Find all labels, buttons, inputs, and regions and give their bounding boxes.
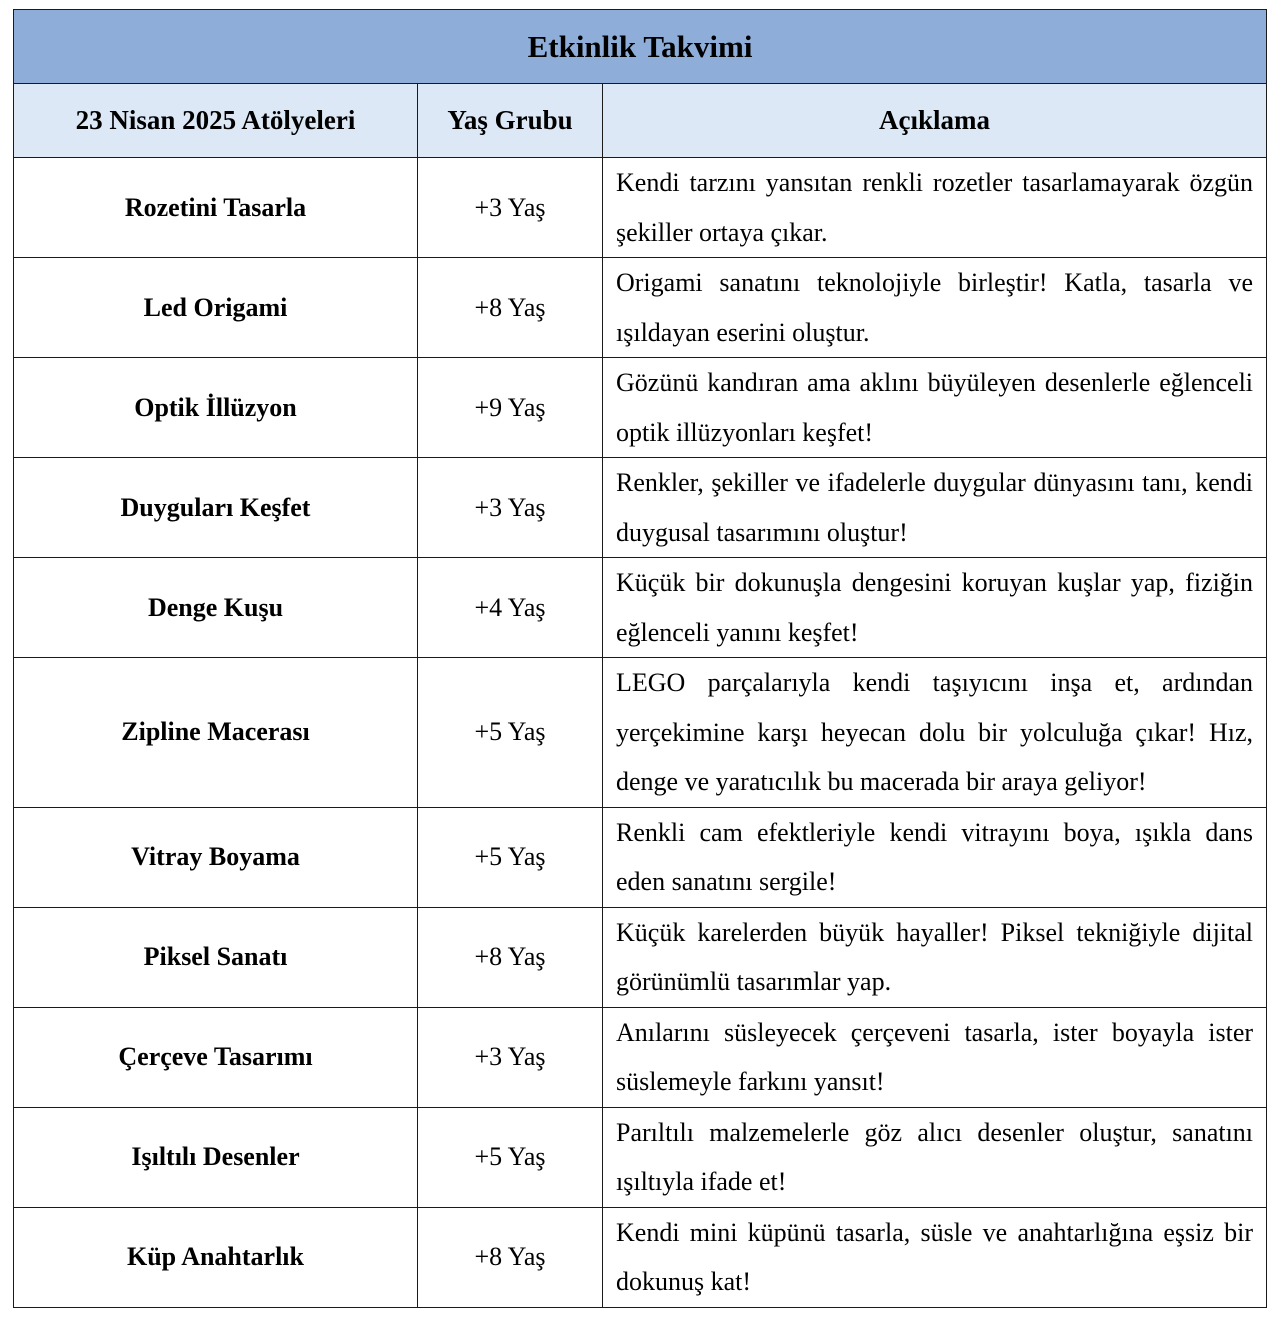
schedule-table — [13, 9, 1267, 1308]
header-row — [14, 84, 1267, 158]
workshop-name: Led Origami — [14, 258, 418, 358]
age-group: +5 Yaş — [418, 658, 603, 808]
table-row — [14, 258, 1267, 358]
workshop-name: Vitray Boyama — [14, 807, 418, 907]
age-group: +3 Yaş — [418, 158, 603, 258]
workshop-description: Küçük bir dokunuşla dengesini koruyan kuşlar yap, fiziğin eğlenceli yanını keşfet! — [603, 558, 1267, 658]
workshop-description: LEGO parçalarıyla kendi taşıyıcını inşa et, ardından yerçekimine karşı heyecan dolu bir yolculuğa çıkar! Hız, denge ve yaratıcılık bu macerada bir araya geliyor! — [603, 658, 1267, 808]
table-row — [14, 1107, 1267, 1207]
title-row — [14, 10, 1267, 84]
workshop-description: Parıltılı malzemelerle göz alıcı desenler oluştur, sanatını ışıltıyla ifade et! — [603, 1107, 1267, 1207]
workshop-description: Origami sanatını teknolojiyle birleştir! Katla, tasarla ve ışıldayan eserini oluştur. — [603, 258, 1267, 358]
workshop-description: Küçük karelerden büyük hayaller! Piksel tekniğiyle dijital görünümlü tasarımlar yap. — [603, 907, 1267, 1007]
age-group: +8 Yaş — [418, 907, 603, 1007]
age-group: +5 Yaş — [418, 807, 603, 907]
workshop-description: Renkli cam efektleriyle kendi vitrayını boya, ışıkla dans eden sanatını sergile! — [603, 807, 1267, 907]
age-group: +8 Yaş — [418, 258, 603, 358]
workshop-name: Denge Kuşu — [14, 558, 418, 658]
header-workshop: 23 Nisan 2025 Atölyeleri — [14, 84, 418, 158]
event-calendar — [13, 9, 1266, 1308]
workshop-description: Kendi mini küpünü tasarla, süsle ve anahtarlığına eşsiz bir dokunuş kat! — [603, 1207, 1267, 1307]
table-row — [14, 658, 1267, 808]
age-group: +9 Yaş — [418, 358, 603, 458]
workshop-description: Renkler, şekiller ve ifadelerle duygular dünyasını tanı, kendi duygusal tasarımını oluştur! — [603, 458, 1267, 558]
workshop-name: Işıltılı Desenler — [14, 1107, 418, 1207]
workshop-name: Piksel Sanatı — [14, 907, 418, 1007]
table-row — [14, 1007, 1267, 1107]
header-description: Açıklama — [603, 84, 1267, 158]
workshop-name: Duyguları Keşfet — [14, 458, 418, 558]
table-row — [14, 1207, 1267, 1307]
workshop-description: Gözünü kandıran ama aklını büyüleyen desenlerle eğlenceli optik illüzyonları keşfet! — [603, 358, 1267, 458]
table-row — [14, 907, 1267, 1007]
age-group: +3 Yaş — [418, 458, 603, 558]
age-group: +3 Yaş — [418, 1007, 603, 1107]
workshop-description: Anılarını süsleyecek çerçeveni tasarla, ister boyayla ister süslemeyle farkını yansıt! — [603, 1007, 1267, 1107]
table-title: Etkinlik Takvimi — [14, 10, 1267, 84]
table-row — [14, 807, 1267, 907]
age-group: +5 Yaş — [418, 1107, 603, 1207]
table-row — [14, 458, 1267, 558]
header-age-group: Yaş Grubu — [418, 84, 603, 158]
workshop-name: Zipline Macerası — [14, 658, 418, 808]
workshop-name: Optik İllüzyon — [14, 358, 418, 458]
table-row — [14, 358, 1267, 458]
workshop-name: Çerçeve Tasarımı — [14, 1007, 418, 1107]
table-row — [14, 158, 1267, 258]
workshop-description: Kendi tarzını yansıtan renkli rozetler tasarlamayarak özgün şekiller ortaya çıkar. — [603, 158, 1267, 258]
age-group: +4 Yaş — [418, 558, 603, 658]
age-group: +8 Yaş — [418, 1207, 603, 1307]
table-row — [14, 558, 1267, 658]
workshop-name: Rozetini Tasarla — [14, 158, 418, 258]
workshop-name: Küp Anahtarlık — [14, 1207, 418, 1307]
